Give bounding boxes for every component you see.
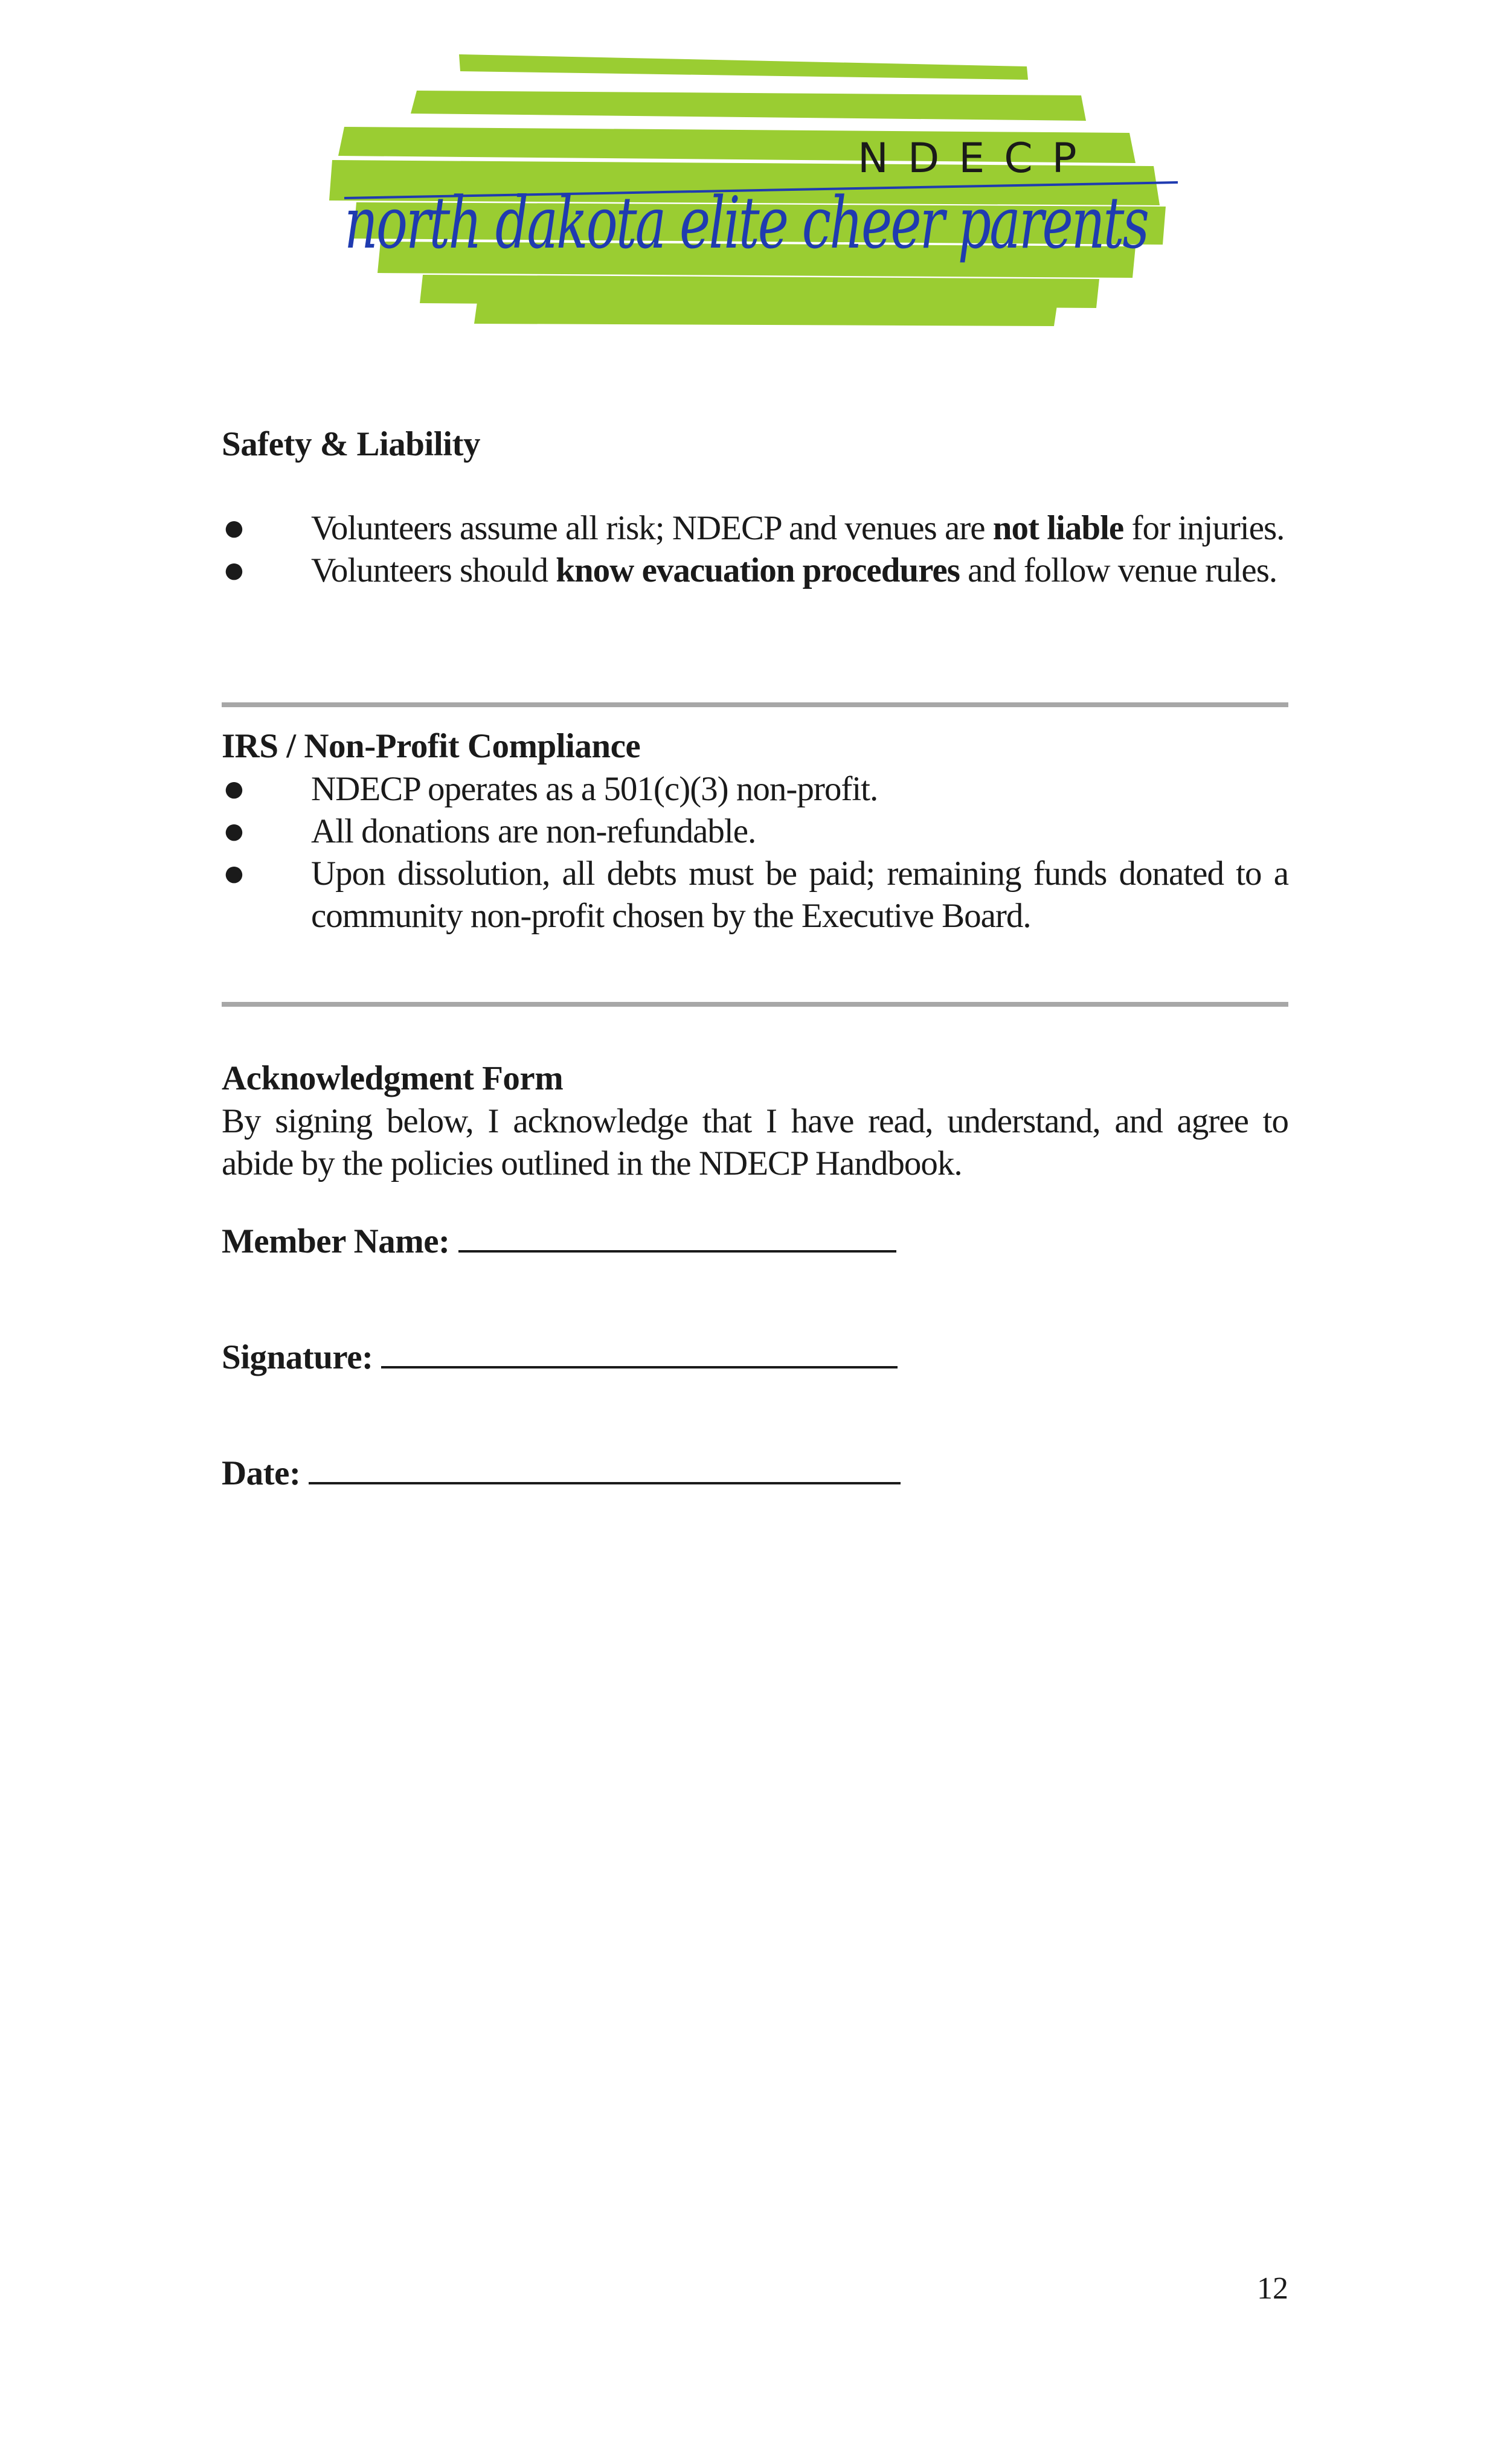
safety-heading: Safety & Liability [222,425,480,463]
list-item: ● NDECP operates as a 501(c)(3) non-profit. [222,768,1288,810]
signature-line[interactable] [381,1337,898,1368]
acknowledgment-text: By signing below, I acknowledge that I have read, understand, and agree to abide by the policies outlined in the NDECP Handbook. [222,1102,1288,1182]
list-item: ● Upon dissolution, all debts must be paid; remaining funds donated to a community non-profit chosen by the Executive Board. [222,853,1288,937]
safety-section [222,423,1288,592]
list-item: ● All donations are non-refundable. [222,810,1288,853]
ndecp-logo [320,42,1190,344]
safety-list [222,507,1288,592]
bullet-icon: ● [224,516,243,541]
acknowledgment-heading: Acknowledgment Form [222,1059,564,1097]
date-field [222,1452,901,1495]
page-number: 12 [1257,2271,1288,2306]
member-name-field [222,1220,896,1263]
date-line[interactable] [309,1453,901,1484]
section-divider [222,702,1288,707]
signature-label: Signature: [222,1338,373,1376]
logo-script: north dakota elite cheer parents [344,181,1148,265]
bullet-icon: ● [224,861,243,886]
bullet-icon: ● [224,819,243,844]
bullet-icon: ● [224,777,243,801]
member-name-label: Member Name: [222,1222,450,1260]
irs-heading: IRS / Non-Profit Compliance [222,727,641,765]
list-item: ● Volunteers assume all risk; NDECP and venues are not liable for injuries. [222,507,1288,550]
bullet-icon: ● [224,558,243,583]
date-label: Date: [222,1454,301,1492]
list-item: ● Volunteers should know evacuation procedures and follow venue rules. [222,550,1288,592]
section-divider [222,1002,1288,1007]
irs-list [222,768,1288,937]
signature-field [222,1336,898,1379]
member-name-line[interactable] [458,1221,896,1253]
irs-section [222,725,1288,937]
acknowledgment-section [222,1057,1288,1185]
logo-acronym: NDECP [858,135,1096,182]
